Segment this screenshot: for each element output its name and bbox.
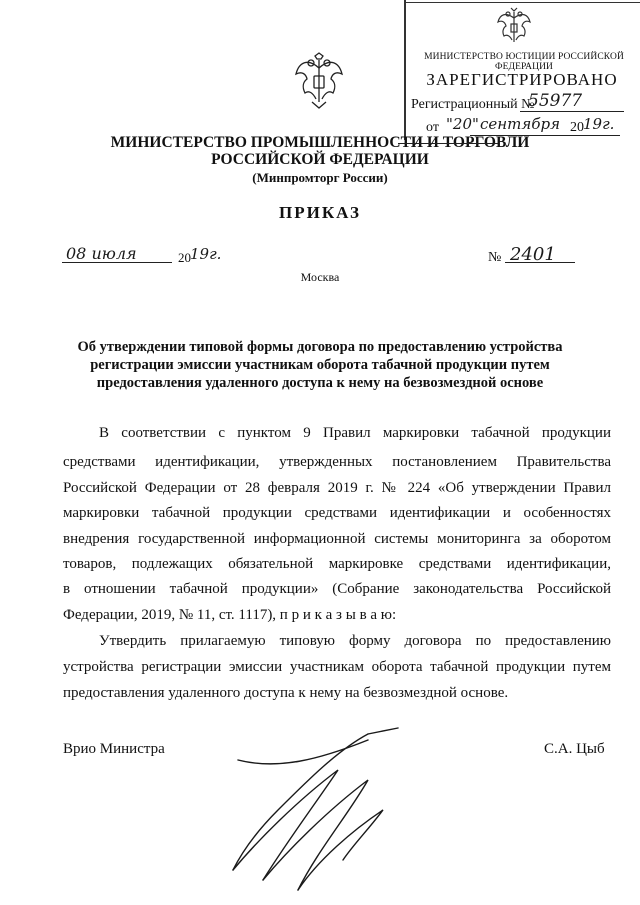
stamp-year: 19г. [583, 115, 615, 133]
body-line: устройства регистрации эмиссии участникам оборота табачной продукции путем [63, 659, 611, 675]
coat-of-arms-icon [494, 6, 534, 48]
body-line: средствами идентификации, утвержденных постановлением Правительства [63, 454, 611, 470]
order-title-line: Об утверждении типовой формы договора по предоставлению устройства [77, 339, 563, 355]
handwritten-signature [218, 720, 418, 900]
body-line: маркировки табачной продукции средствами идентификации и особенностях [63, 505, 611, 521]
stamp-year-prefix: 20 [570, 120, 584, 135]
stamp-ministry-name: МИНИСТЕРСТВО ЮСТИЦИИ РОССИЙСКОЙ ФЕДЕРАЦИИ [424, 52, 624, 72]
body-line: в отношении табачной продукции» (Собрание законодательства Российской [63, 581, 611, 597]
signer-title: Врио Министра [63, 741, 165, 757]
stamp-day: "20" [446, 115, 479, 133]
stamp-border [404, 2, 640, 3]
date-underline [62, 262, 172, 263]
body-line: товаров, подлежащих обязательной маркировке средствами идентификации, [63, 556, 611, 572]
order-year: 19г. [190, 245, 222, 263]
body-line: Российской Федерации от 28 февраля 2019 г. № 224 «Об утверждении Правил [63, 480, 611, 496]
order-title-line: регистрации эмиссии участникам оборота табачной продукции путем [90, 357, 550, 373]
body-line: Утвердить прилагаемую типовую форму договора по предоставлению [99, 633, 611, 649]
stamp-from-label: от [426, 120, 439, 135]
stamp-reg-number-label: Регистрационный № [411, 97, 535, 112]
order-number: 2401 [510, 244, 556, 265]
coat-of-arms-icon [292, 52, 346, 110]
order-number-sign: № [488, 250, 502, 265]
body-line: В соответствии с пунктом 9 Правил маркировки табачной продукции [99, 425, 611, 441]
document-type: ПРИКАЗ [279, 203, 361, 222]
stamp-registered-label: ЗАРЕГИСТРИРОВАНО [426, 70, 618, 89]
ministry-short-name: (Минпромторг России) [252, 170, 388, 185]
stamp-reg-number: 55977 [528, 91, 583, 111]
body-line: Федерации, 2019, № 11, ст. 1117), п р и к а з ы в а ю: [63, 607, 397, 623]
body-line: внедрения государственной информационной системы мониторинга за оборотом [63, 531, 611, 547]
ministry-country: РОССИЙСКОЙ ФЕДЕРАЦИИ [211, 151, 429, 168]
order-year-prefix: 20 [178, 250, 191, 265]
stamp-reg-underline [520, 111, 624, 112]
number-underline [505, 262, 575, 263]
city: Москва [300, 270, 340, 284]
ministry-name: МИНИСТЕРСТВО ПРОМЫШЛЕННОСТИ И ТОРГОВЛИ [110, 134, 530, 151]
stamp-month: сентября [480, 115, 561, 133]
order-title-line: предоставления удаленного доступа к нему на безвозмездной основе [96, 375, 544, 391]
signer-name: С.А. Цыб [544, 741, 605, 757]
strike-through-line [398, 143, 498, 144]
order-date: 08 июля [66, 244, 137, 263]
body-line: предоставления удаленного доступа к нему на безвозмездной основе. [63, 685, 509, 701]
